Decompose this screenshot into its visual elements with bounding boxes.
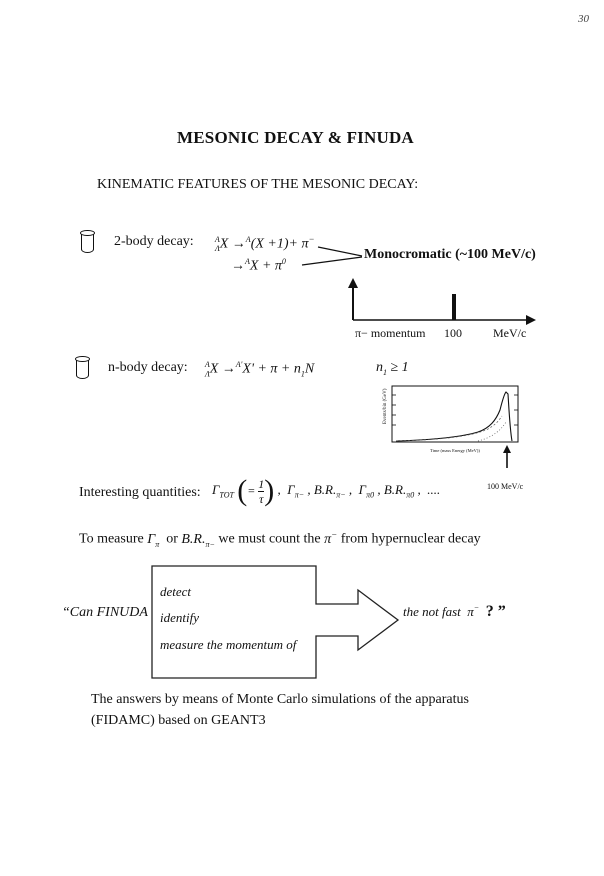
finuda-item-detect: detect <box>160 584 192 599</box>
converging-lines <box>290 240 370 270</box>
monochromatic-note: Monocromatic (~100 MeV/c) <box>364 247 536 262</box>
two-body-equation-1: $_\Lambda^A$X →$^A$(X +1)+ π− <box>214 234 315 254</box>
n-body-equation: $_\Lambda^AX \to^{A'}X' + \pi + n_1N$ <box>204 360 315 379</box>
finuda-quote-open: “Can FINUDA <box>62 605 148 620</box>
page-title: MESONIC DECAY & FINUDA <box>177 128 414 147</box>
plot-xlabel: Time (mass Energy (MeV)) <box>430 448 480 453</box>
n-body-condition: $n_1 \ge 1$ <box>376 360 409 377</box>
cylinder-bullet-icon <box>76 357 89 379</box>
answer-paragraph: The answers by means of Monte Carlo simulations of the apparatus (FIDAMC) based on GEANT3 <box>91 692 469 728</box>
two-body-label: 2-body decay: <box>114 234 194 249</box>
two-body-equation-2: $\to^AX + \pi^0$ <box>231 257 286 274</box>
measure-line: To measure $\Gamma_\pi$ or $B.R._{\pi-}$ we must count the π− from hypernuclear decay <box>79 529 481 549</box>
section-subtitle: KINEMATIC FEATURES OF THE MESONIC DECAY: <box>97 177 419 192</box>
interesting-label: Interesting quantities: <box>79 485 201 500</box>
interesting-formula: $\Gamma_{TOT}$ (= $\frac{1}{\tau}$ ) , $\Gamma_{\pi-}$ , $B.R._{\pi-}$ , $\Gamma_{\pi 0}$ , $B.R._{\pi 0}$ , .... <box>212 474 441 507</box>
plot-ylabel: Events/bin (GeV) <box>383 388 388 424</box>
axis-unit-label: MeV/c <box>493 326 527 340</box>
cylinder-bullet-icon <box>81 231 94 253</box>
axis-value-label: 100 <box>444 326 462 340</box>
page-number: 30 <box>578 13 589 25</box>
finuda-arrow-text: the not fast π− ? ” <box>403 603 506 620</box>
n-body-spectrum-plot <box>378 380 538 472</box>
finuda-item-measure: measure the momentum of <box>160 637 297 652</box>
momentum-axis-diagram <box>340 278 540 328</box>
axis-momentum-label: π− momentum <box>355 326 426 340</box>
n-body-label: n-body decay: <box>108 360 188 375</box>
plot-arrow-label: 100 MeV/c <box>487 482 524 491</box>
finuda-item-identify: identify <box>160 610 199 625</box>
